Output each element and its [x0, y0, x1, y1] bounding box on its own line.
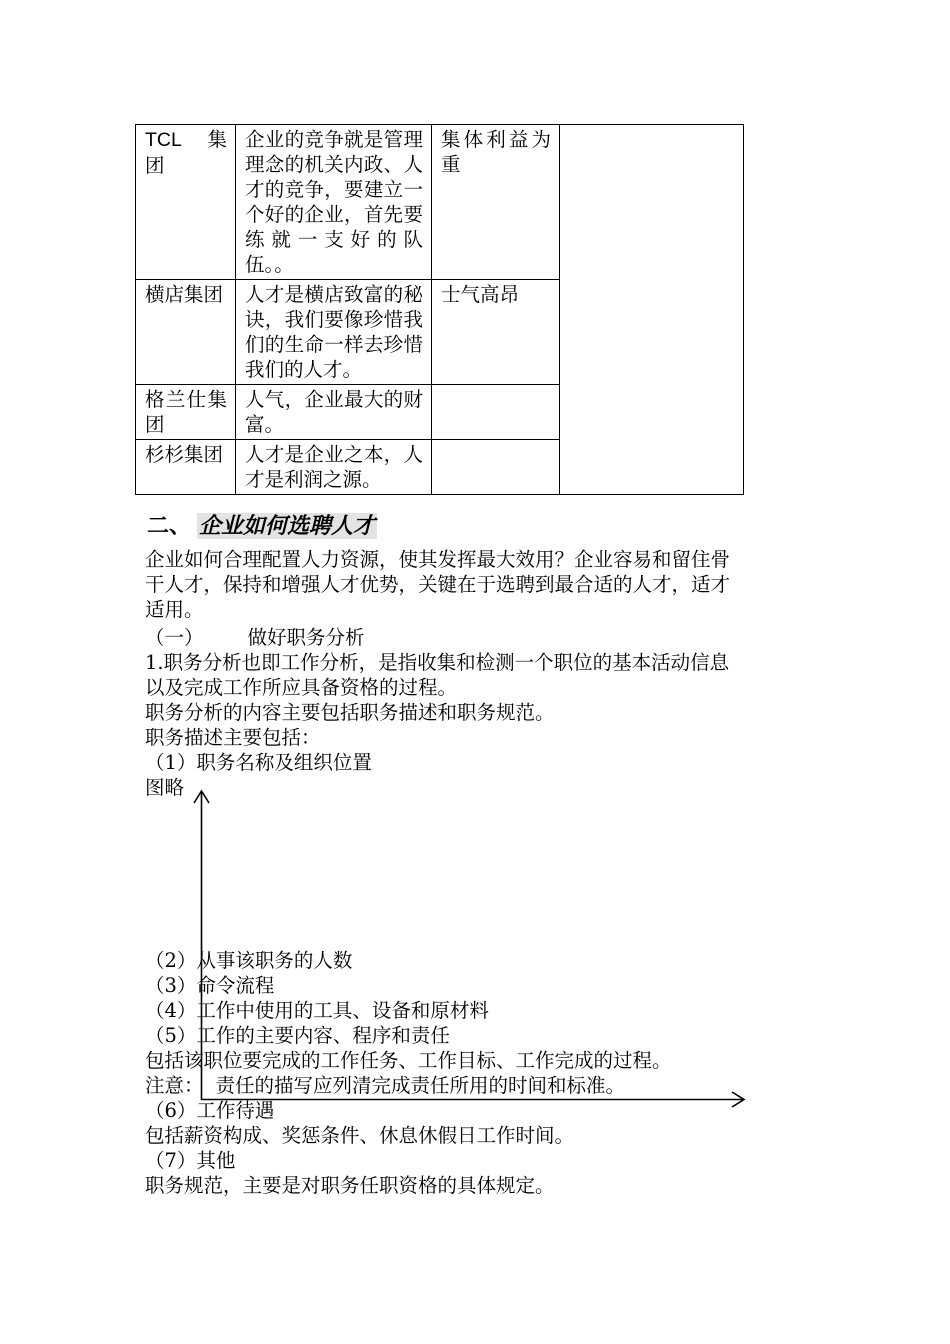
list-item-2: （2）从事该职务的人数: [145, 949, 353, 972]
item-5-detail: 包括该职位要完成的工作任务、工作目标、工作完成的过程。: [145, 1049, 672, 1072]
philosophy-cell: 人才是企业之本，人才是利润之源。: [236, 440, 432, 495]
intro-line-3: 适用。: [145, 598, 204, 621]
intro-line-1: 企业如何合理配置人力资源，使其发挥最大效用？企业容易和留住骨: [145, 548, 731, 571]
list-item-1: （1）职务名称及组织位置: [145, 751, 372, 774]
result-cell: 士气高昂: [432, 280, 560, 385]
philosophy-cell: 企业的竞争就是管理理念的机关内政、人才的竞争，要建立一个好的企业，首先要练就一支好的队伍。。: [236, 125, 432, 280]
figure-placeholder: 图略: [145, 776, 185, 799]
subsection-number: （一）: [145, 626, 204, 649]
section-number: 二、: [147, 513, 192, 539]
intro-line-2: 干人才，保持和增强人才优势，关键在于选聘到最合适的人才，适才: [145, 573, 731, 596]
definition-line-2: 以及完成工作所应具备资格的过程。: [145, 676, 458, 699]
description-intro: 职务描述主要包括：: [145, 726, 321, 749]
company-cell: 杉杉集团: [136, 440, 236, 495]
list-item-4: （4）工作中使用的工具、设备和原材料: [145, 999, 489, 1022]
definition-line-1: 1.职务分析也即工作分析，是指收集和检测一个职位的基本活动信息: [145, 651, 730, 674]
philosophy-cell: 人才是横店致富的秘诀，我们要像珍惜我们的生命一样去珍惜我们的人才。: [236, 280, 432, 385]
list-item-5: （5）工作的主要内容、程序和责任: [145, 1024, 450, 1047]
company-cell: 格兰仕集团: [136, 385, 236, 440]
specification-line: 职务规范，主要是对职务任职资格的具体规定。: [145, 1174, 555, 1197]
list-item-6: （6）工作待遇: [145, 1099, 275, 1122]
note-label: 注意：: [145, 1074, 204, 1097]
content-line: 职务分析的内容主要包括职务描述和职务规范。: [145, 701, 555, 724]
subsection-title: 做好职务分析: [247, 626, 365, 649]
company-cell: TCL 集团: [136, 125, 236, 280]
item-6-detail: 包括薪资构成、奖惩条件、休息休假日工作时间。: [145, 1124, 575, 1147]
company-cell: 横店集团: [136, 280, 236, 385]
section-title: 企业如何选聘人才: [199, 513, 376, 539]
list-item-3: （3）命令流程: [145, 974, 275, 997]
list-item-7: （7）其他: [145, 1149, 236, 1172]
result-cell: 集体利益为重: [432, 125, 560, 280]
note-text: 责任的描写应列清完成责任所用的时间和标准。: [215, 1074, 626, 1097]
philosophy-cell: 人气，企业最大的财富。: [236, 385, 432, 440]
